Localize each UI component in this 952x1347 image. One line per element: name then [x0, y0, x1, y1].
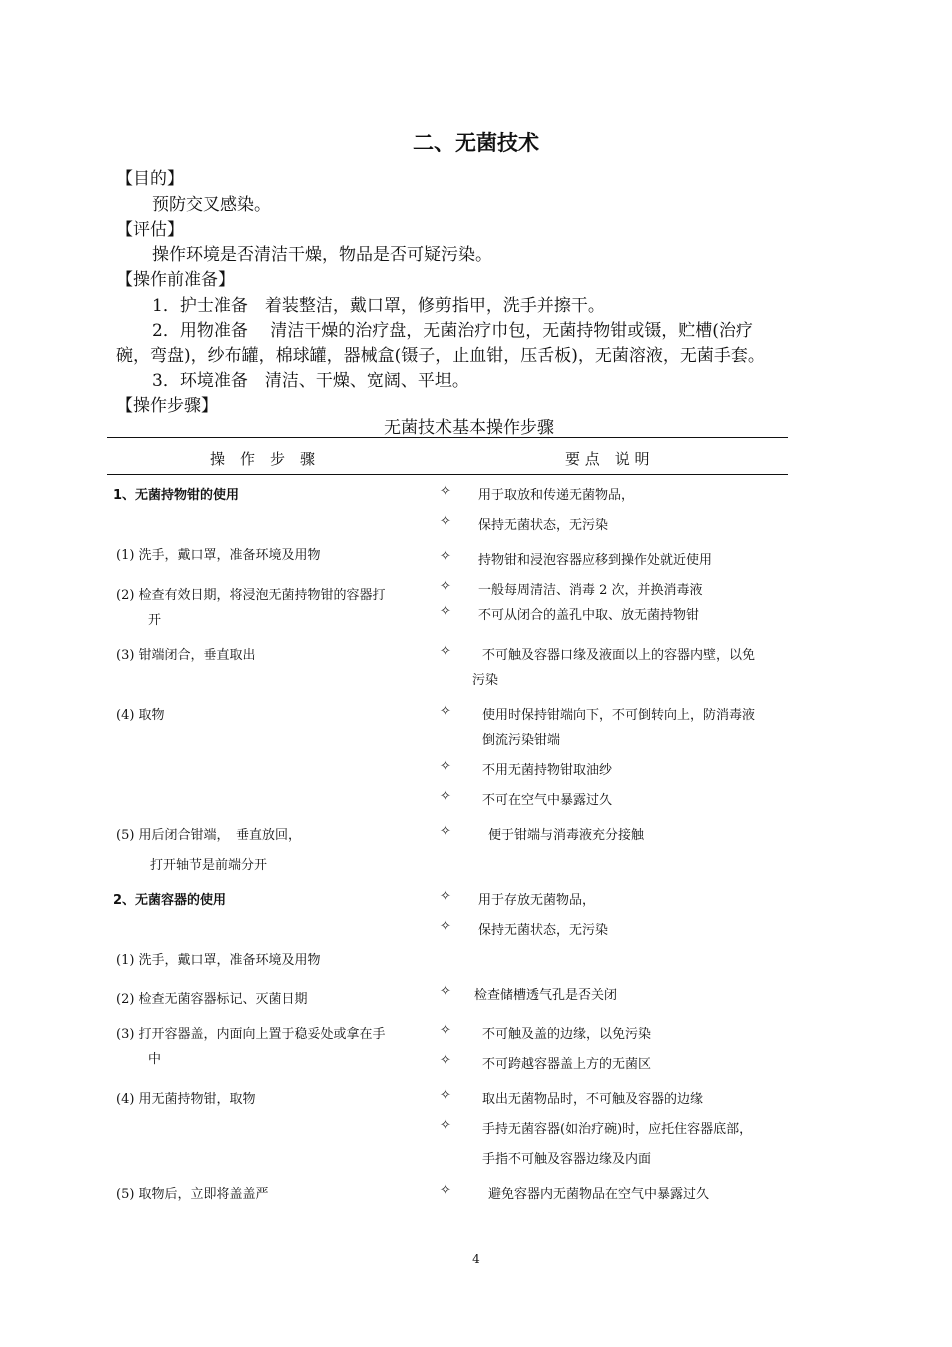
assess-text: 操作环境是否清洁干燥，物品是否可疑污染。	[152, 245, 492, 265]
table-note: 保持无菌状态，无污染	[478, 923, 609, 938]
table-note: 一般每周清洁、消毒 2 次，并换消毒液	[478, 583, 703, 598]
table-row-continued: 中	[148, 1052, 162, 1067]
prep-items-line1: 2．用物准备 清洁干燥的治疗盘，无菌治疗巾包，无菌持物钳或镊，贮槽(治疗	[152, 321, 753, 341]
table-note: 便于钳端与消毒液充分接触	[488, 828, 645, 843]
table-note: 避免容器内无菌物品在空气中暴露过久	[488, 1187, 710, 1202]
diamond-bullet-icon: ✧	[440, 824, 451, 839]
diamond-bullet-icon: ✧	[440, 484, 451, 499]
table-row: 2、无菌容器的使用	[113, 893, 227, 908]
diamond-bullet-icon: ✧	[440, 984, 451, 999]
table-row-continued: 开	[148, 613, 162, 628]
table-note: 检查储槽透气孔是否关闭	[474, 988, 618, 1003]
diamond-bullet-icon: ✧	[440, 919, 451, 934]
table-note: 不用无菌持物钳取油纱	[482, 763, 613, 778]
prep-environment: 3．环境准备 清洁、干燥、宽阔、平坦。	[152, 371, 469, 391]
table-note: 不可从闭合的盖孔中取、放无菌持物钳	[478, 608, 700, 623]
assess-heading: 【评估】	[116, 220, 184, 240]
diamond-bullet-icon: ✧	[440, 1183, 451, 1198]
table-note: 用于存放无菌物品，	[478, 893, 596, 908]
diamond-bullet-icon: ✧	[440, 1053, 451, 1068]
table-row: (4) 用无菌持物钳，取物	[116, 1092, 256, 1107]
table-row: (1) 洗手，戴口罩，准备环境及用物	[116, 953, 321, 968]
table-note: 用于取放和传递无菌物品，	[478, 488, 635, 503]
table-row: (3) 打开容器盖，内面向上置于稳妥处或拿在手	[116, 1027, 386, 1042]
table-note: 使用时保持钳端向下，不可倒转向上，防消毒液	[482, 708, 756, 723]
column-header-notes: 要 点 说 明	[565, 450, 650, 468]
table-note: 不可跨越容器盖上方的无菌区	[482, 1057, 652, 1072]
diamond-bullet-icon: ✧	[440, 704, 451, 719]
table-note: 保持无菌状态，无污染	[478, 518, 609, 533]
table-note: 不可触及容器口缘及液面以上的容器内壁，以免	[482, 648, 756, 663]
table-note: 持物钳和浸泡容器应移到操作处就近使用	[478, 553, 713, 568]
purpose-text: 预防交叉感染。	[152, 195, 271, 215]
table-row: (4) 取物	[116, 708, 165, 723]
diamond-bullet-icon: ✧	[440, 1023, 451, 1038]
table-note-continued: 倒流污染钳端	[482, 733, 561, 748]
diamond-bullet-icon: ✧	[440, 1118, 451, 1133]
table-row-continued: 打开轴节是前端分开	[150, 858, 268, 873]
table-note: 不可触及盖的边缘，以免污染	[482, 1027, 652, 1042]
table-note-continued: 手指不可触及容器边缘及内面	[482, 1152, 652, 1167]
diamond-bullet-icon: ✧	[440, 644, 451, 659]
diamond-bullet-icon: ✧	[440, 549, 451, 564]
diamond-bullet-icon: ✧	[440, 789, 451, 804]
table-row: (5) 取物后，立即将盖盖严	[116, 1187, 269, 1202]
prep-items-line2: 碗，弯盘)，纱布罐，棉球罐，器械盒(镊子，止血钳，压舌板)，无菌溶液，无菌手套。	[116, 346, 765, 366]
table-row: (3) 钳端闭合，垂直取出	[116, 648, 256, 663]
page-number: 4	[472, 1252, 480, 1266]
prep-heading: 【操作前准备】	[116, 270, 235, 290]
diamond-bullet-icon: ✧	[440, 604, 451, 619]
table-row: 1、无菌持物钳的使用	[113, 488, 240, 503]
steps-heading: 【操作步骤】	[116, 396, 218, 416]
table-note: 不可在空气中暴露过久	[482, 793, 613, 808]
table-note: 手持无菌容器(如治疗碗)时，应托住容器底部，	[482, 1122, 753, 1137]
table-caption: 无菌技术基本操作步骤	[384, 418, 554, 438]
diamond-bullet-icon: ✧	[440, 759, 451, 774]
table-note: 取出无菌物品时，不可触及容器的边缘	[482, 1092, 704, 1107]
table-row: (1) 洗手，戴口罩，准备环境及用物	[116, 548, 321, 563]
diamond-bullet-icon: ✧	[440, 889, 451, 904]
table-header-rule	[107, 474, 788, 475]
purpose-heading: 【目的】	[116, 169, 184, 189]
table-note-continued: 污染	[472, 673, 499, 688]
table-row: (5) 用后闭合钳端， 垂直放回，	[116, 828, 302, 843]
diamond-bullet-icon: ✧	[440, 579, 451, 594]
diamond-bullet-icon: ✧	[440, 514, 451, 529]
table-row: (2) 检查无菌容器标记、灭菌日期	[116, 992, 308, 1007]
table-top-rule	[107, 437, 788, 438]
column-header-steps: 操 作 步 骤	[210, 450, 316, 468]
diamond-bullet-icon: ✧	[440, 1088, 451, 1103]
table-row: (2) 检查有效日期，将浸泡无菌持物钳的容器打	[116, 588, 386, 603]
prep-nurse: 1．护士准备 着装整洁，戴口罩，修剪指甲，洗手并擦干。	[152, 296, 605, 316]
page-title: 二、无菌技术	[413, 131, 539, 155]
